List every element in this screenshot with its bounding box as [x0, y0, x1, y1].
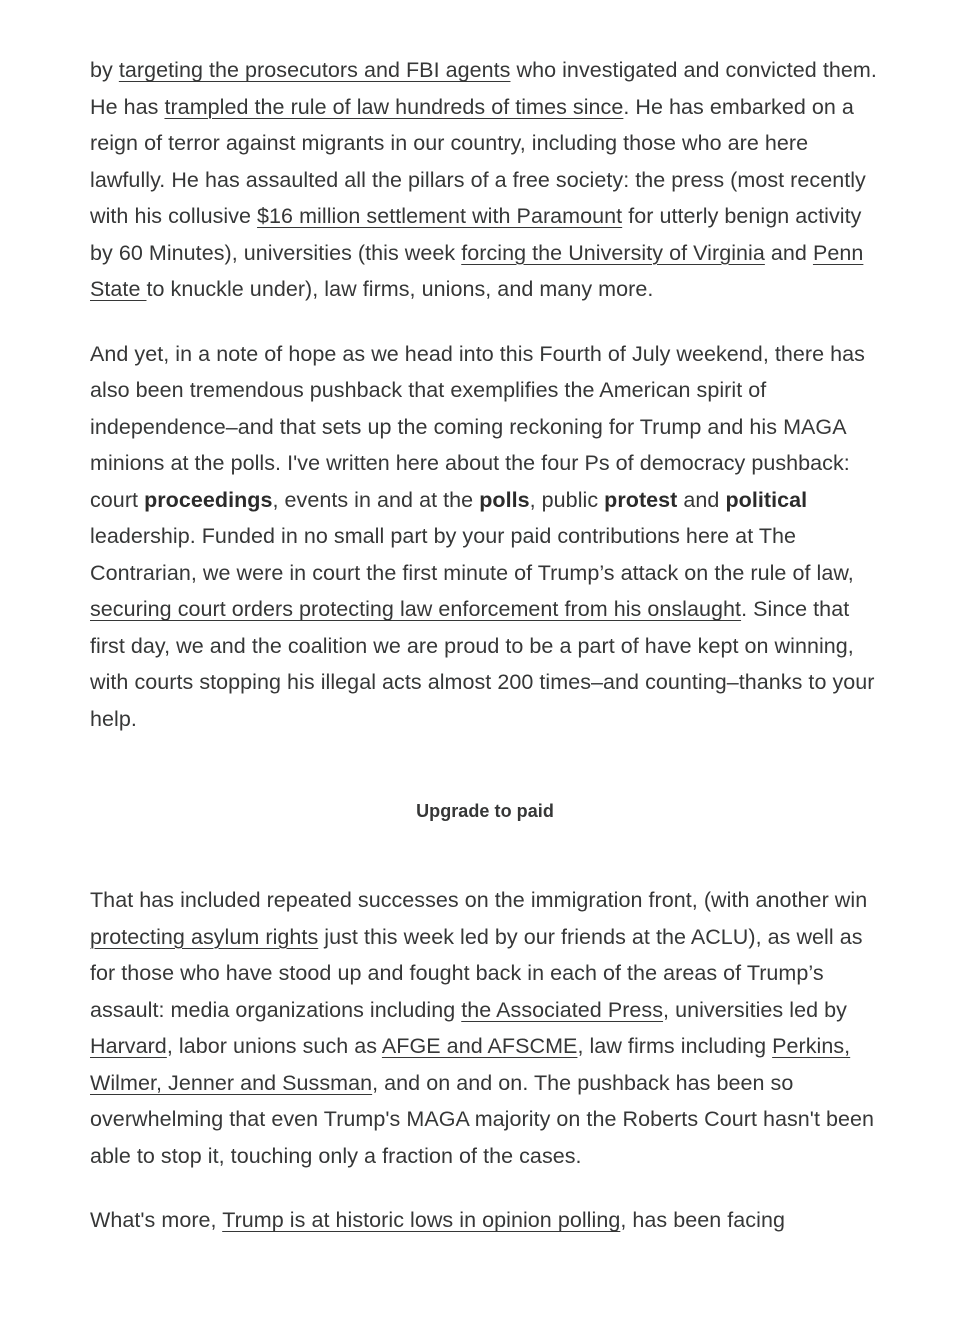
text: who investigated and convicted them. He has	[90, 58, 877, 119]
text: , universities led by	[663, 997, 847, 1022]
text: leadership. Funded in no small part by your paid contributions here at The Contrarian, we were in court the first minute of Trump’s attack on the rule of law,	[90, 524, 854, 585]
link-asylum-rights[interactable]: protecting asylum rights	[90, 924, 319, 949]
text: to knuckle under), law firms, unions, and many more.	[146, 277, 654, 301]
paragraph-4	[90, 1202, 880, 1239]
text: What's more,	[90, 1208, 223, 1232]
article-body	[90, 52, 880, 1239]
link-paramount-settlement[interactable]: $16 million settlement with Paramount	[257, 204, 623, 228]
link-law-firms[interactable]: Perkins, Wilmer, Jenner and Sussman	[90, 1034, 851, 1095]
link-associated-press[interactable]: the Associated Press	[461, 997, 664, 1022]
link-opinion-polling[interactable]: Trump is at historic lows in opinion polling	[222, 1208, 621, 1232]
link-targeting-prosecutors[interactable]: targeting the prosecutors and FBI agents	[118, 58, 511, 82]
bold-polls: polls	[479, 487, 530, 512]
paragraph-1	[90, 52, 880, 308]
text: . Since that first day, we and the coalition we are proud to be a part of have kept on winning, with courts stopping his illegal acts almost 200 times–and counting–thanks to your help.	[90, 597, 875, 731]
text: and	[677, 487, 726, 512]
link-penn-state[interactable]: Penn State	[90, 240, 864, 301]
text: just this week led by our friends at the ACLU), as well as for those who have stood up and fought back in each of the areas of Trump’s assault: media organizations including	[90, 924, 863, 1022]
text: , and on and on. The pushback has been so overwhelming that even Trump's MAGA majority on the Roberts Court hasn't been able to stop it, touching only a fraction of the cases.	[90, 1070, 875, 1168]
text: , labor unions such as	[166, 1034, 382, 1058]
text: And yet, in a note of hope as we head into this Fourth of July weekend, there has also been tremendous pushback that exemplifies the American spirit of independence–and that sets up the coming reckoning for Trump and his MAGA minions at the polls. I've written here about the four Ps of democracy pushback: court	[90, 341, 865, 512]
paragraph-2	[90, 336, 880, 738]
text: , law firms including	[577, 1034, 773, 1058]
text: for utterly benign activity by 60 Minutes), universities (this week	[90, 204, 862, 265]
upgrade-to-paid-button[interactable]: Upgrade to paid	[416, 801, 554, 821]
paragraph-3	[90, 882, 880, 1174]
text: and	[764, 240, 813, 265]
link-trampled-rule-of-law[interactable]: trampled the rule of law hundreds of times since	[164, 94, 624, 119]
text: . He has embarked on a reign of terror against migrants in our country, including those who are here lawfully. He has assaulted all the pillars of a free society: the press (most recently with his collusive	[90, 94, 866, 228]
link-university-of-virginia[interactable]: forcing the University of Virginia	[461, 240, 765, 265]
link-afge-afscme[interactable]: AFGE and AFSCME	[381, 1034, 578, 1058]
bold-political: political	[725, 487, 808, 512]
text: That has included repeated successes on the immigration front, (with another win	[90, 888, 868, 912]
bold-protest: protest	[604, 487, 678, 512]
bold-proceedings: proceedings	[144, 487, 273, 512]
text: , events in and at the	[272, 487, 480, 512]
link-harvard[interactable]: Harvard	[90, 1034, 167, 1058]
text: , public	[529, 487, 605, 512]
text: by	[90, 58, 119, 82]
link-court-orders[interactable]: securing court orders protecting law enforcement from his onslaught	[90, 597, 742, 621]
text: , has been facing	[620, 1208, 785, 1232]
